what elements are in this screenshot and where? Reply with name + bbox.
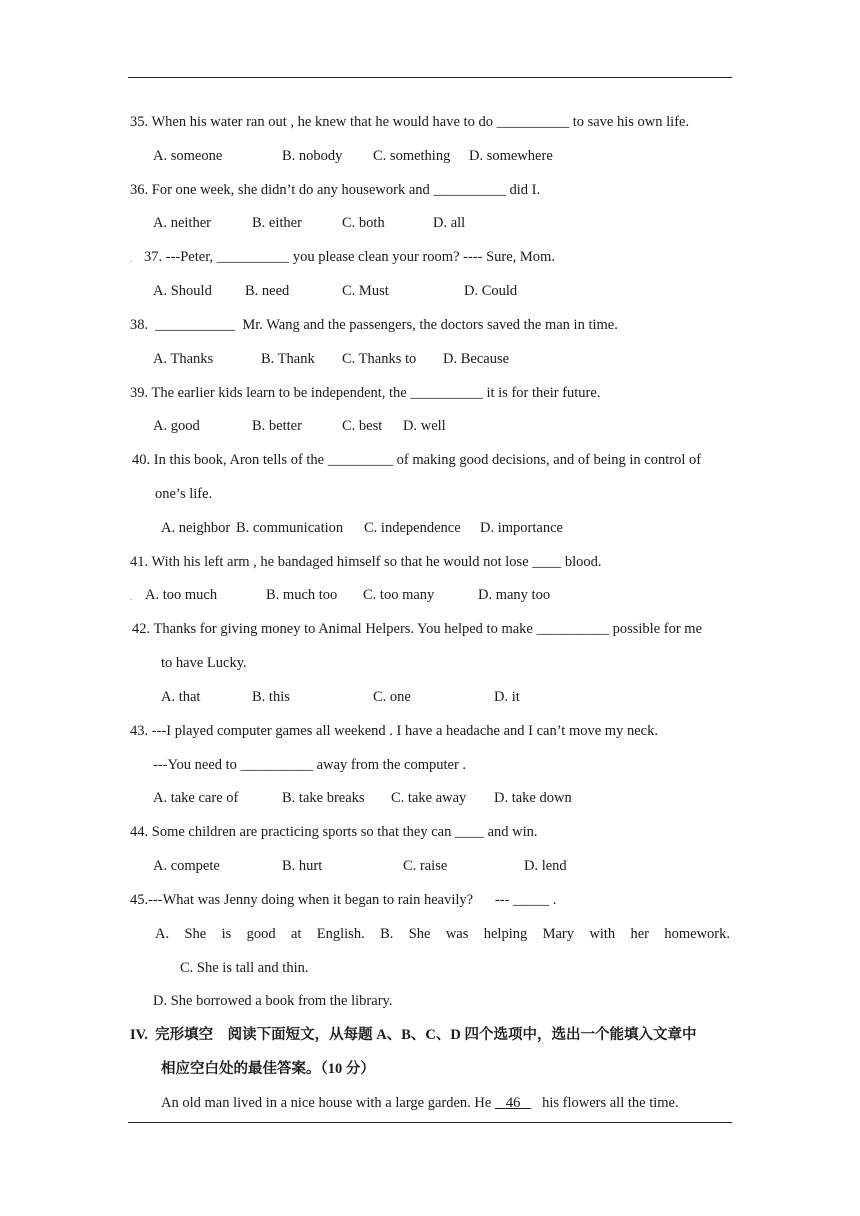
question-39-stem: 39. The earlier kids learn to be independent, the __________ it is for their future. [130, 385, 601, 401]
q40-option-b: B. communication [236, 520, 344, 536]
q38-option-b: B. Thank [261, 351, 315, 367]
q37-option-b: B. need [245, 283, 290, 299]
q41-option-a: A. too much [145, 587, 218, 603]
question-38-stem: 38. ___________ Mr. Wang and the passengers, the doctors saved the man in time. [130, 317, 618, 333]
question-40-stem-cont: one’s life. [155, 486, 213, 502]
question-43-stem-cont: ---You need to __________ away from the computer . [153, 757, 467, 773]
q44-option-a: A. compete [153, 858, 220, 874]
section-4-heading-cont: 相应空白处的最佳答案。（10 分） [161, 1061, 375, 1077]
question-35-stem: 35. When his water ran out , he knew that he would have to do __________ to save his own life. [130, 114, 690, 130]
q39-option-b: B. better [252, 418, 302, 434]
question-41-stem: 41. With his left arm , he bandaged himself so that he would not lose ____ blood. [130, 554, 602, 570]
cloze-passage-end: his flowers all the time. [531, 1095, 679, 1111]
q43-option-c: C. take away [391, 790, 467, 806]
q45-option-c: C. She is tall and thin. [180, 960, 309, 976]
q36-option-a: A. neither [153, 215, 211, 231]
header-rule [128, 77, 732, 78]
question-42-stem: 42. Thanks for giving money to Animal Helpers. You helped to make __________ possible for me [132, 621, 703, 637]
q45-option-d: D. She borrowed a book from the library. [153, 993, 393, 1009]
question-36-stem: 36. For one week, she didn’t do any housework and __________ did I. [130, 182, 541, 198]
q44-option-d: D. lend [524, 858, 567, 874]
q38-option-a: A. Thanks [153, 351, 214, 367]
question-43-stem: 43. ---I played computer games all weekend . I have a headache and I can’t move my neck. [130, 723, 658, 739]
q42-option-d: D. it [494, 689, 520, 705]
cloze-blank-46 [495, 1095, 531, 1111]
margin-mark: . [130, 592, 133, 603]
q36-option-c: C. both [342, 215, 385, 231]
q37-option-d: D. Could [464, 283, 518, 299]
q39-option-d: D. well [403, 418, 446, 434]
q42-option-b: B. this [252, 689, 290, 705]
q35-option-a: A. someone [153, 148, 223, 164]
footer-rule [128, 1122, 732, 1123]
q45-options-a-b: A. She is good at English. B. She was helping Mary with her homework. [155, 926, 730, 942]
q42-option-a: A. that [161, 689, 201, 705]
question-45-stem: 45.---What was Jenny doing when it began to rain heavily? --- _____ . [130, 892, 557, 908]
section-4-heading: IV. 完形填空 阅读下面短文，从每题 A、B、C、D 四个选项中，选出一个能填入文章中 [130, 1027, 697, 1043]
margin-mark: . [130, 254, 133, 265]
q39-option-c: C. best [342, 418, 383, 434]
question-37-stem: 37. ---Peter, __________ you please clean your room? ---- Sure, Mom. [144, 249, 555, 265]
q39-option-a: A. good [153, 418, 200, 434]
q41-option-b: B. much too [266, 587, 338, 603]
q35-option-b: B. nobody [282, 148, 343, 164]
q44-option-b: B. hurt [282, 858, 323, 874]
q43-option-d: D. take down [494, 790, 572, 806]
q41-option-d: D. many too [478, 587, 551, 603]
q43-option-b: B. take breaks [282, 790, 365, 806]
q40-option-a: A. neighbor [161, 520, 231, 536]
q37-option-c: C. Must [342, 283, 389, 299]
q42-option-c: C. one [373, 689, 411, 705]
q40-option-d: D. importance [480, 520, 563, 536]
question-44-stem: 44. Some children are practicing sports so that they can ____ and win. [130, 824, 538, 840]
cloze-passage-start: An old man lived in a nice house with a large garden. He [161, 1095, 495, 1111]
question-40-stem: 40. In this book, Aron tells of the _________ of making good decisions, and of being in control of [132, 452, 702, 468]
q43-option-a: A. take care of [153, 790, 239, 806]
q35-option-d: D. somewhere [469, 148, 553, 164]
q44-option-c: C. raise [403, 858, 448, 874]
q40-option-c: C. independence [364, 520, 461, 536]
q41-option-c: C. too many [363, 587, 435, 603]
cloze-blank-number: 46 [505, 1095, 521, 1111]
q35-option-c: C. something [373, 148, 451, 164]
q38-option-d: D. Because [443, 351, 510, 367]
question-42-stem-cont: to have Lucky. [161, 655, 247, 671]
q37-option-a: A. Should [153, 283, 212, 299]
q36-option-b: B. either [252, 215, 302, 231]
q36-option-d: D. all [433, 215, 466, 231]
cloze-passage-line [161, 1094, 679, 1112]
q38-option-c: C. Thanks to [342, 351, 417, 367]
